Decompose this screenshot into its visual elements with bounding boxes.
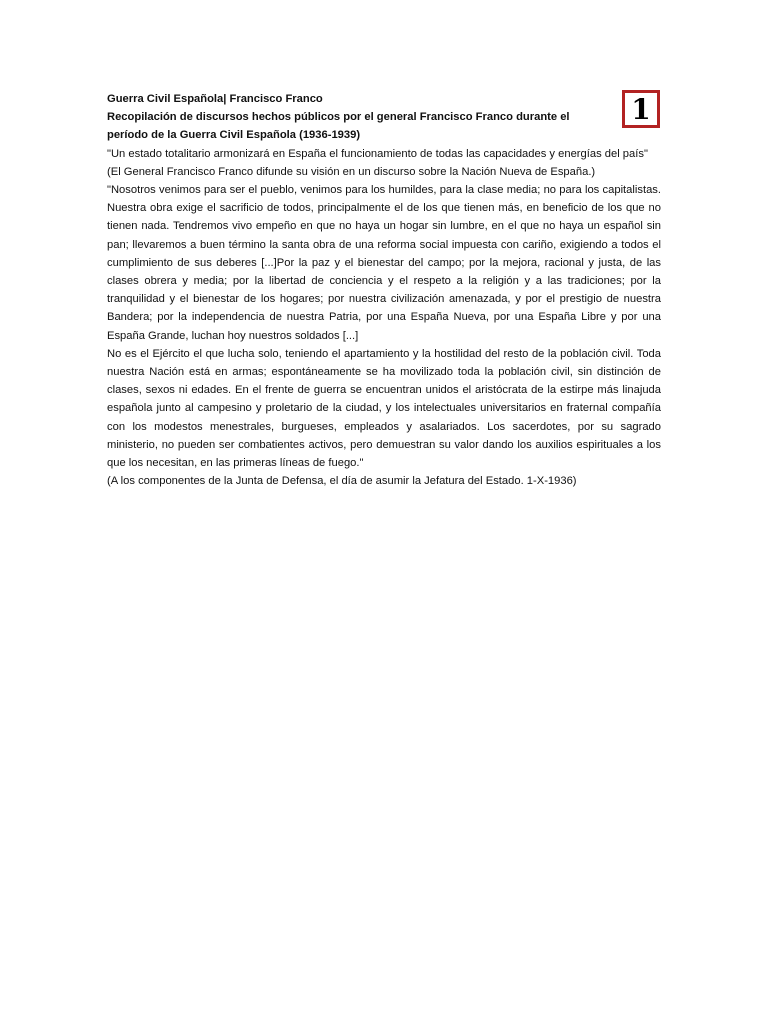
paragraph-intro-quote: "Un estado totalitario armonizará en España el funcionamiento de todas las capacidades y energías del país"(El General Francisco Franco difunde su visión en un discurso sobre la Nación Nueva de España.): [107, 147, 648, 178]
document-subtitle: Recopilación de discursos hechos públicos por el general Francisco Franco durante el período de la Guerra Civil Española (1936-1939): [107, 111, 570, 142]
page-number: 1: [631, 92, 651, 126]
document-heading: Guerra Civil Española| Francisco Franco: [107, 93, 323, 105]
paragraph-speech-1: "Nosotros venimos para ser el pueblo, venimos para los humildes, para la clase media; no para los capitalistas. Nuestra obra exige el sacrificio de todos, principalmente el de los que tienen más, en beneficio de los que no tienen nada. Tendremos vivo empeño en que no haya un hogar sin lumbre, en el que no haya un español sin pan; llevaremos a buen término la santa obra de una reforma social impuesta con cariño, exigiendo a todos el cumplimiento de sus deberes [...]Por la paz y el bienestar del campo; por la mejora, racional y justa, de las clases obrera y media; por la libertad de conciencia y el respeto a la religión y a las tradiciones; por la tranquilidad y el bienestar de los hogares; por nuestra civilización amenazada, y por el prestigio de nuestra Bandera; por la independencia de nuestra Patria, por una España Nueva, por una España Libre y por una España Grande, luchan hoy nuestros soldados [...]: [107, 184, 661, 342]
document-body: [107, 90, 661, 490]
paragraph-source-note: (A los componentes de la Junta de Defensa, el día de asumir la Jefatura del Estado. 1-X-1936): [107, 475, 577, 488]
paragraph-speech-2: No es el Ejército el que lucha solo, teniendo el apartamiento y la hostilidad del resto de la población civil. Toda nuestra Nación está en armas; espontáneamente se ha movilizado toda la población civil, sin distinción de clases, sexos ni edades. En el frente de guerra se encuentran unidos el aristócrata de la estirpe más linajuda española junto al campesino y proletario de la ciudad, y los intelectuales universitarios en fraternal compañía con los modestos menestrales, burgueses, empleados y asalariados. Los sacerdotes, por su sagrado ministerio, no pueden ser combatientes activos, pero demuestran su valor dando los auxilios espirituales a los que los necesitan, en las primeras líneas de fuego.": [107, 347, 661, 470]
